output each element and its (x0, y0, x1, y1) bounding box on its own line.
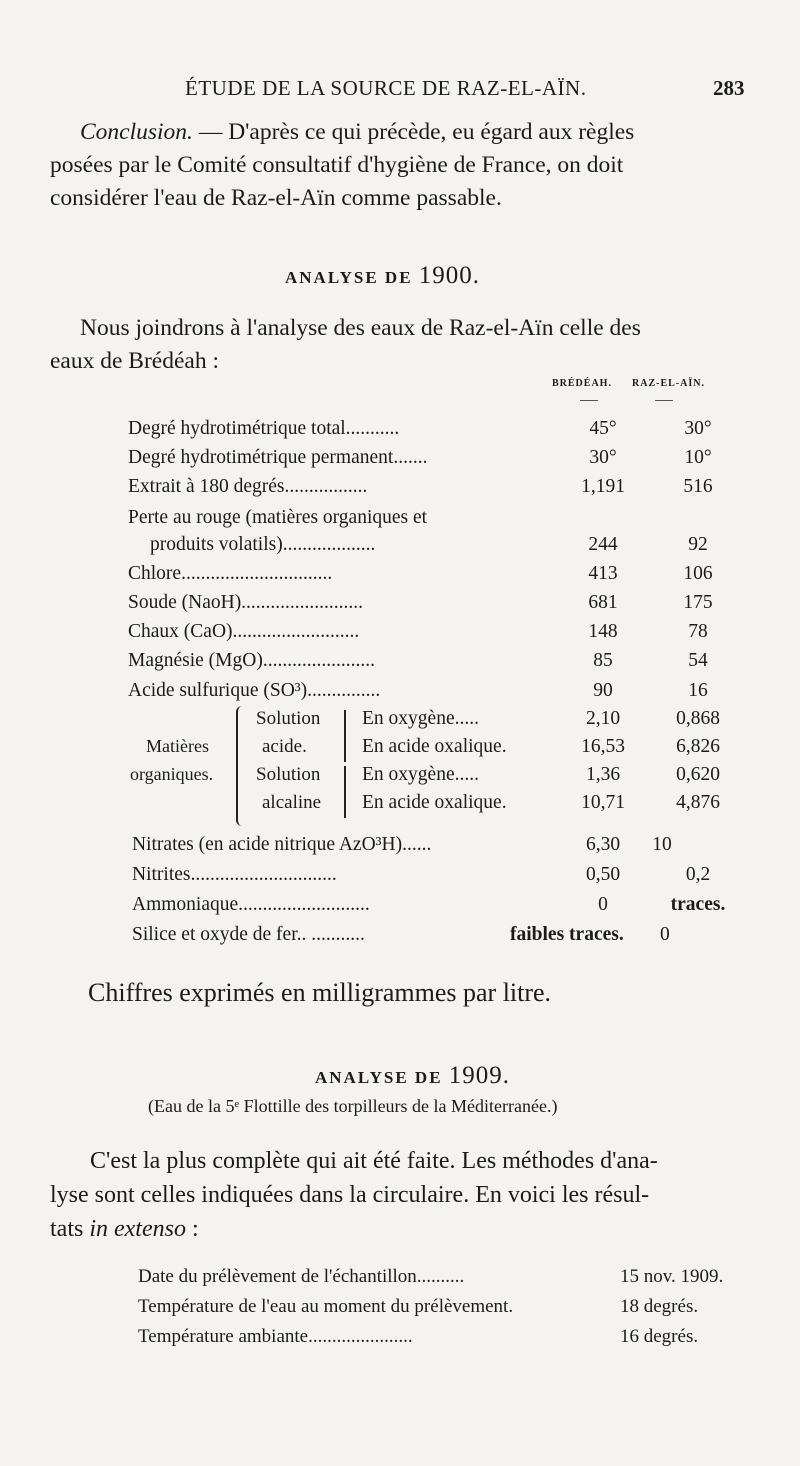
row-label: En acide oxalique. (362, 792, 507, 813)
column-header-raz-el-ain: RAZ-EL-AÏN. (632, 378, 705, 389)
table-row (128, 534, 748, 562)
organic-group-label-1: Matières (146, 736, 209, 756)
table-row (128, 621, 748, 649)
organic-brace-icon (236, 706, 242, 826)
table-row (132, 864, 752, 892)
table-row (362, 792, 748, 820)
value-raz: 0 (660, 924, 670, 945)
organic-group-label-2: organiques. (130, 764, 214, 784)
value-bredeah: 16,53 (581, 736, 625, 757)
info-row (138, 1326, 758, 1354)
value-bredeah: 30° (589, 447, 617, 468)
row-label: Magnésie (MgO)....................... (128, 650, 375, 671)
value-bredeah: 1,36 (585, 764, 621, 785)
table-row (128, 680, 748, 708)
value-bredeah: 6,30 (585, 834, 621, 855)
solution-acid-2: acide. (262, 736, 307, 757)
conclusion-paragraph (50, 116, 760, 215)
row-label: Chlore............................... (128, 563, 333, 584)
row-label: Soude (NaoH)......................... (128, 592, 364, 613)
acid-brace-icon (340, 710, 346, 762)
info-label: Date du prélèvement de l'échantillon.......... (138, 1266, 465, 1287)
value-bredeah: 148 (588, 621, 618, 642)
analyse-1900-intro (50, 312, 760, 378)
value-bredeah: 413 (588, 563, 618, 584)
table-row (362, 736, 748, 764)
value-raz: 106 (683, 563, 713, 584)
value-bredeah: 90 (593, 680, 613, 701)
value-raz: 0,868 (676, 708, 720, 729)
value-bredeah: 0 (598, 894, 608, 915)
running-header: ÉTUDE DE LA SOURCE DE RAZ-EL-AÏN. (185, 76, 587, 100)
value-raz: 92 (688, 534, 708, 555)
conclusion-line-2: posées par le Comité consultatif d'hygiène de France, on doit (50, 152, 624, 178)
info-value: 15 nov. 1909. (620, 1266, 724, 1287)
value-raz: 10 (652, 834, 672, 855)
table-row (128, 563, 748, 591)
conclusion-line-3: considérer l'eau de Raz-el-Aïn comme passable. (50, 185, 502, 211)
value-bredeah: 244 (588, 534, 618, 555)
value-bredeah: 85 (593, 650, 613, 671)
value-raz: 516 (683, 476, 713, 497)
analyse-1909-year: 1909. (448, 1062, 511, 1089)
value-raz: 4,876 (676, 792, 720, 813)
intro-line-1: Nous joindrons à l'analyse des eaux de Raz-el-Aïn celle des (80, 315, 641, 341)
intro-line-2: eaux de Brédéah : (50, 348, 219, 374)
table-row (128, 507, 748, 535)
table-row (132, 834, 752, 862)
value-raz: 0,2 (685, 864, 711, 885)
value-bredeah: 681 (588, 592, 618, 613)
table-row (128, 650, 748, 678)
table-row (128, 476, 748, 504)
row-label: Ammoniaque........................... (132, 894, 370, 915)
analyse-1909-title-text: ANALYSE DE (315, 1068, 443, 1087)
info-value: 16 degrés. (620, 1326, 699, 1347)
row-label: En oxygène..... (362, 708, 479, 729)
value-raz: 175 (683, 592, 713, 613)
solution-alkaline-2: alcaline (262, 792, 322, 813)
analyse-1900-year: 1900. (418, 262, 481, 289)
paragraph-line-3-italic: in extenso (89, 1216, 186, 1242)
value-bredeah: 0,50 (585, 864, 621, 885)
table-row (362, 708, 748, 736)
paragraph-line-1: C'est la plus complète qui ait été faite. Les méthodes d'ana- (90, 1148, 658, 1174)
info-label: Température ambiante...................... (138, 1326, 413, 1347)
analyse-1909-paragraph (50, 1144, 760, 1246)
page-number: 283 (713, 76, 745, 100)
units-note: Chiffres exprimés en milligrammes par litre. (88, 978, 552, 1007)
table-row (128, 447, 748, 475)
info-value: 18 degrés. (620, 1296, 699, 1317)
row-label: En acide oxalique. (362, 736, 507, 757)
value-raz: traces. (670, 894, 726, 915)
paragraph-line-3-start: tats (50, 1216, 90, 1242)
table-row (128, 592, 748, 620)
paragraph-line-2: lyse sont celles indiquées dans la circulaire. En voici les résul- (50, 1182, 650, 1208)
value-raz: 78 (688, 621, 708, 642)
value-bredeah: 10,71 (581, 792, 625, 813)
value-raz: 10° (684, 447, 712, 468)
solution-alkaline-1: Solution (256, 764, 321, 785)
info-row (138, 1296, 758, 1324)
value-bredeah: faibles traces. (510, 924, 624, 945)
value-raz: 54 (688, 650, 708, 671)
row-label: Extrait à 180 degrés................. (128, 476, 368, 497)
table-row (132, 894, 752, 922)
row-label: Perte au rouge (matières organiques et (128, 507, 428, 528)
column-dash-2 (655, 400, 673, 401)
value-raz: 16 (688, 680, 708, 701)
conclusion-label: Conclusion. (80, 119, 193, 145)
solution-acid-1: Solution (256, 708, 321, 729)
analyse-1900-title (285, 262, 480, 290)
row-label: Acide sulfurique (SO³)............... (128, 680, 381, 701)
row-label: En oxygène..... (362, 764, 479, 785)
analyse-1909-title (315, 1062, 510, 1090)
analyse-1909-subtitle: (Eau de la 5ᵉ Flottille des torpilleurs de la Méditerranée.) (148, 1096, 558, 1116)
alkaline-brace-icon (340, 766, 346, 818)
row-label: Nitrites.............................. (132, 864, 337, 885)
info-row (138, 1266, 758, 1294)
row-label: Nitrates (en acide nitrique AzO³H)...... (132, 834, 432, 855)
row-label: produits volatils)................... (150, 534, 376, 555)
paragraph-line-3 (50, 1212, 760, 1246)
conclusion-line-1: — D'après ce qui précède, eu égard aux règles (192, 119, 635, 145)
value-raz: 30° (684, 418, 712, 439)
value-raz: 0,620 (676, 764, 720, 785)
value-raz: 6,826 (676, 736, 720, 757)
column-header-bredeah: BRÉDÉAH. (552, 378, 612, 389)
table-row (362, 764, 748, 792)
value-bredeah: 2,10 (585, 708, 621, 729)
row-label: Degré hydrotimétrique permanent....... (128, 447, 428, 468)
value-bredeah: 1,191 (581, 476, 625, 497)
row-label: Chaux (CaO).......................... (128, 621, 360, 642)
value-bredeah: 45° (589, 418, 617, 439)
paragraph-line-3-end: : (185, 1216, 199, 1242)
analyse-1900-title-text: ANALYSE DE (285, 268, 413, 287)
row-label: Degré hydrotimétrique total........... (128, 418, 400, 439)
row-label: Silice et oxyde de fer.. ........... (132, 924, 365, 945)
table-row (132, 924, 752, 952)
table-row (128, 418, 748, 446)
info-label: Température de l'eau au moment du prélèvement. (138, 1296, 514, 1317)
column-dash-1 (580, 400, 598, 401)
